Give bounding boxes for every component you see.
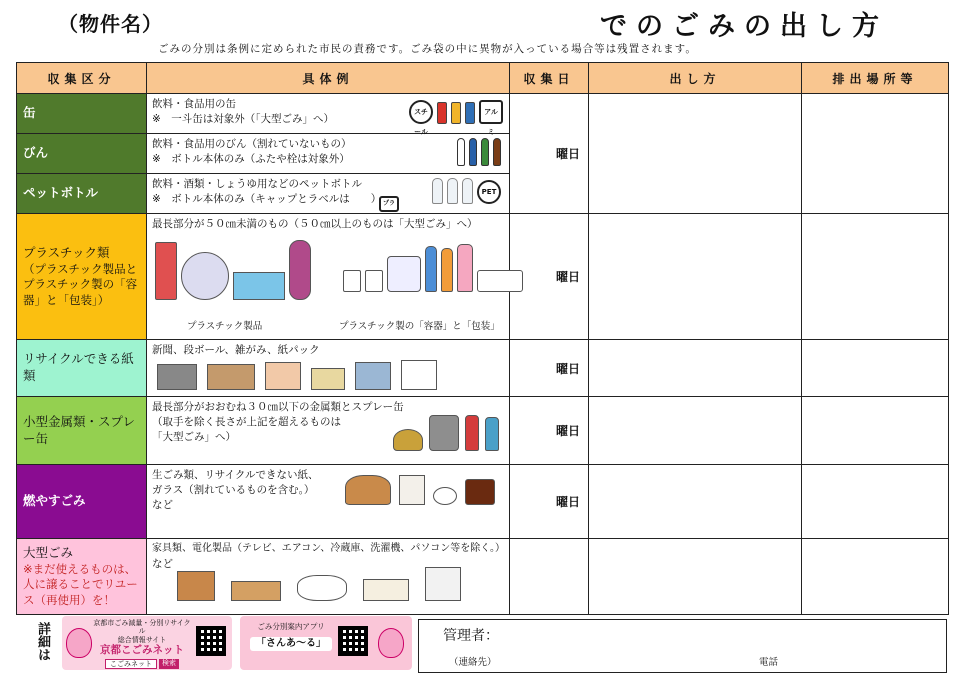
futon-icon xyxy=(363,579,409,601)
disposal-note: ごみの分別は条例に定められた市民の責務です。ごみ袋の中に異物が入っている場合等は残置されます。 xyxy=(158,43,697,55)
paper-stack-icon xyxy=(355,362,391,390)
cd-icon xyxy=(181,252,229,300)
aluminum-recycle-mark-icon: アルミ xyxy=(479,100,503,124)
qr-code-icon xyxy=(196,626,226,656)
pet-recycle-mark-icon: PET xyxy=(477,180,501,204)
bicycle-icon xyxy=(297,575,347,601)
phone-label: 電話 xyxy=(759,657,779,668)
plastic-packaging-images xyxy=(343,244,523,292)
qr-code-icon xyxy=(338,626,368,656)
method-large[interactable] xyxy=(589,539,802,615)
method-paper[interactable] xyxy=(589,340,802,397)
method-metal[interactable] xyxy=(589,397,802,465)
garbage-schedule-table xyxy=(16,62,949,615)
contact-label: （連絡先） xyxy=(449,657,497,668)
category-small-metal: 小型金属類・スプレー缶 xyxy=(17,397,147,465)
examples-paper: 新聞、段ボール、雑がみ、紙パック xyxy=(147,340,510,397)
search-input: こごみネット xyxy=(105,659,157,669)
container-icon xyxy=(233,272,285,300)
metal-images xyxy=(393,415,499,451)
col-header-location: 排出場所等 xyxy=(802,63,949,94)
tray-icon xyxy=(387,256,421,292)
pet-images xyxy=(432,178,501,204)
property-name: （物件名） xyxy=(58,12,163,36)
bottle-icon xyxy=(425,246,437,292)
bottle-icon xyxy=(441,248,453,292)
mascot-icon xyxy=(378,628,404,658)
spray-can-icon xyxy=(485,417,499,451)
pet-bottle-icon xyxy=(447,178,458,204)
collection-day-cans-bottles[interactable]: 曜日 xyxy=(510,94,589,214)
can-icon xyxy=(451,102,461,124)
plastic-product-label: プラスチック製品 xyxy=(187,321,263,332)
paper-icon xyxy=(311,368,345,390)
kettle-icon xyxy=(393,429,423,451)
location-paper[interactable] xyxy=(802,340,949,397)
examples-large-waste: 家具類、電化製品（テレビ、エアコン、冷蔵庫、洗濯機、パソコン等を除く。） など xyxy=(147,539,510,615)
spray-can-icon xyxy=(465,415,479,451)
paper-waste-icon xyxy=(399,475,425,505)
col-header-examples: 具体例 xyxy=(147,63,510,94)
pet-bottle-icon xyxy=(462,178,473,204)
examples-pet-bottle: 飲料・酒類・しょうゆ用などのペットボトル ※ ボトル本体のみ（キャップとラベルは ） プラ PET xyxy=(147,174,510,214)
cup-icon xyxy=(365,270,383,292)
location-burnable[interactable] xyxy=(802,465,949,539)
large-waste-images xyxy=(177,567,461,601)
category-plastic: プラスチック類 （プラスチック製品とプラスチック製の「容器」と「包装」） xyxy=(17,214,147,340)
collection-day-large[interactable] xyxy=(510,539,589,615)
plastic-product-images xyxy=(155,240,311,300)
plastic-packaging-label: プラスチック製の「容器」と「包装」 xyxy=(339,321,500,332)
category-glass-bottle: びん xyxy=(17,134,147,174)
can-icon xyxy=(437,102,447,124)
location-plastic[interactable] xyxy=(802,214,949,340)
food-waste-icon xyxy=(345,475,391,505)
glass-bottle-icon xyxy=(493,138,501,166)
category-can: 缶 xyxy=(17,94,147,134)
storage-case-icon xyxy=(425,567,461,601)
bed-icon xyxy=(231,581,281,601)
category-burnable: 燃やすごみ xyxy=(17,465,147,539)
col-header-method: 出し方 xyxy=(589,63,802,94)
search-button: 検索 xyxy=(159,659,179,669)
collection-day-metal[interactable]: 曜日 xyxy=(510,397,589,465)
bottle-icon xyxy=(457,244,473,292)
plastic-mark-icon: プラ xyxy=(379,196,399,212)
table-row-large xyxy=(17,539,949,615)
brush-icon xyxy=(289,240,311,300)
tissue-icon xyxy=(433,487,457,505)
col-header-day: 収集日 xyxy=(510,63,589,94)
magazine-icon xyxy=(265,362,301,390)
table-row-burnable xyxy=(17,465,949,539)
collection-day-paper[interactable]: 曜日 xyxy=(510,340,589,397)
can-images xyxy=(409,100,503,136)
dresser-icon xyxy=(177,571,215,601)
kyoto-kogomi-net-banner[interactable]: 京都市ごみ減量・分別リサイクル 総合情報サイト 京都こごみネット こごみネット 検索 xyxy=(62,616,232,670)
table-header-row xyxy=(17,63,949,94)
page-title: でのごみの出し方 xyxy=(600,11,888,42)
table-row-plastic xyxy=(17,214,949,340)
examples-glass-bottle: 飲料・食品用のびん（割れていないもの） ※ ボトル本体のみ（ふたや栓は対象外） xyxy=(147,134,510,174)
cardboard-icon xyxy=(207,364,255,390)
steel-recycle-mark-icon: スチール xyxy=(409,100,433,124)
mascot-icon xyxy=(66,628,92,658)
milk-carton-icon xyxy=(401,360,437,390)
details-label: 詳細は xyxy=(35,622,50,661)
glass-bottle-icon xyxy=(469,138,477,166)
cup-icon xyxy=(343,270,361,292)
col-header-category: 収集区分 xyxy=(17,63,147,94)
location-large[interactable] xyxy=(802,539,949,615)
table-row-can xyxy=(17,94,949,134)
newspaper-icon xyxy=(157,364,197,390)
category-large-waste: 大型ごみ ※まだ使えるものは、人に譲ることでリユース（再使用）を！ xyxy=(17,539,147,615)
can-icon xyxy=(465,102,475,124)
category-recyclable-paper: リサイクルできる紙類 xyxy=(17,340,147,397)
burnable-images xyxy=(345,475,495,505)
broken-glass-icon xyxy=(465,479,495,505)
collection-day-burnable[interactable]: 曜日 xyxy=(510,465,589,539)
manager-label: 管理者： xyxy=(443,628,499,644)
glass-bottle-icon xyxy=(457,138,465,166)
bottle-images xyxy=(457,138,501,166)
examples-plastic: 最長部分が５０㎝未満のもの（５０㎝以上のものは「大型ごみ」へ） プラスチック製品 プラスチック製の「容器」と「包装」 xyxy=(147,214,510,340)
category-pet-bottle: ペットボトル xyxy=(17,174,147,214)
location-cans-bottles[interactable] xyxy=(802,94,949,214)
table-row-paper xyxy=(17,340,949,397)
examples-burnable: 生ごみ類、リサイクルできない紙、 ガラス（割れているものを含む。） など xyxy=(147,465,510,539)
pot-icon xyxy=(429,415,459,451)
pen-icon xyxy=(155,242,177,300)
examples-can: 飲料・食品用の缶 ※ 一斗缶は対象外（「大型ごみ」へ） スチール アルミ xyxy=(147,94,510,134)
pet-bottle-icon xyxy=(432,178,443,204)
method-cans-bottles[interactable] xyxy=(589,94,802,214)
glass-bottle-icon xyxy=(481,138,489,166)
paper-images xyxy=(157,360,437,390)
manager-contact-box xyxy=(418,619,947,673)
method-plastic[interactable] xyxy=(589,214,802,340)
collection-day-plastic[interactable]: 曜日 xyxy=(510,214,589,340)
method-burnable[interactable] xyxy=(589,465,802,539)
location-metal[interactable] xyxy=(802,397,949,465)
sanaru-app-banner[interactable]: ごみ分別案内アプリ 「さんあ～る」 xyxy=(240,616,412,670)
examples-metal: 最長部分がおおむね３０㎝以下の金属類とスプレー缶 （取手を除く長さが上記を超えるものは 「大型ごみ」へ） xyxy=(147,397,510,465)
table-row-metal xyxy=(17,397,949,465)
food-tray-icon xyxy=(477,270,523,292)
